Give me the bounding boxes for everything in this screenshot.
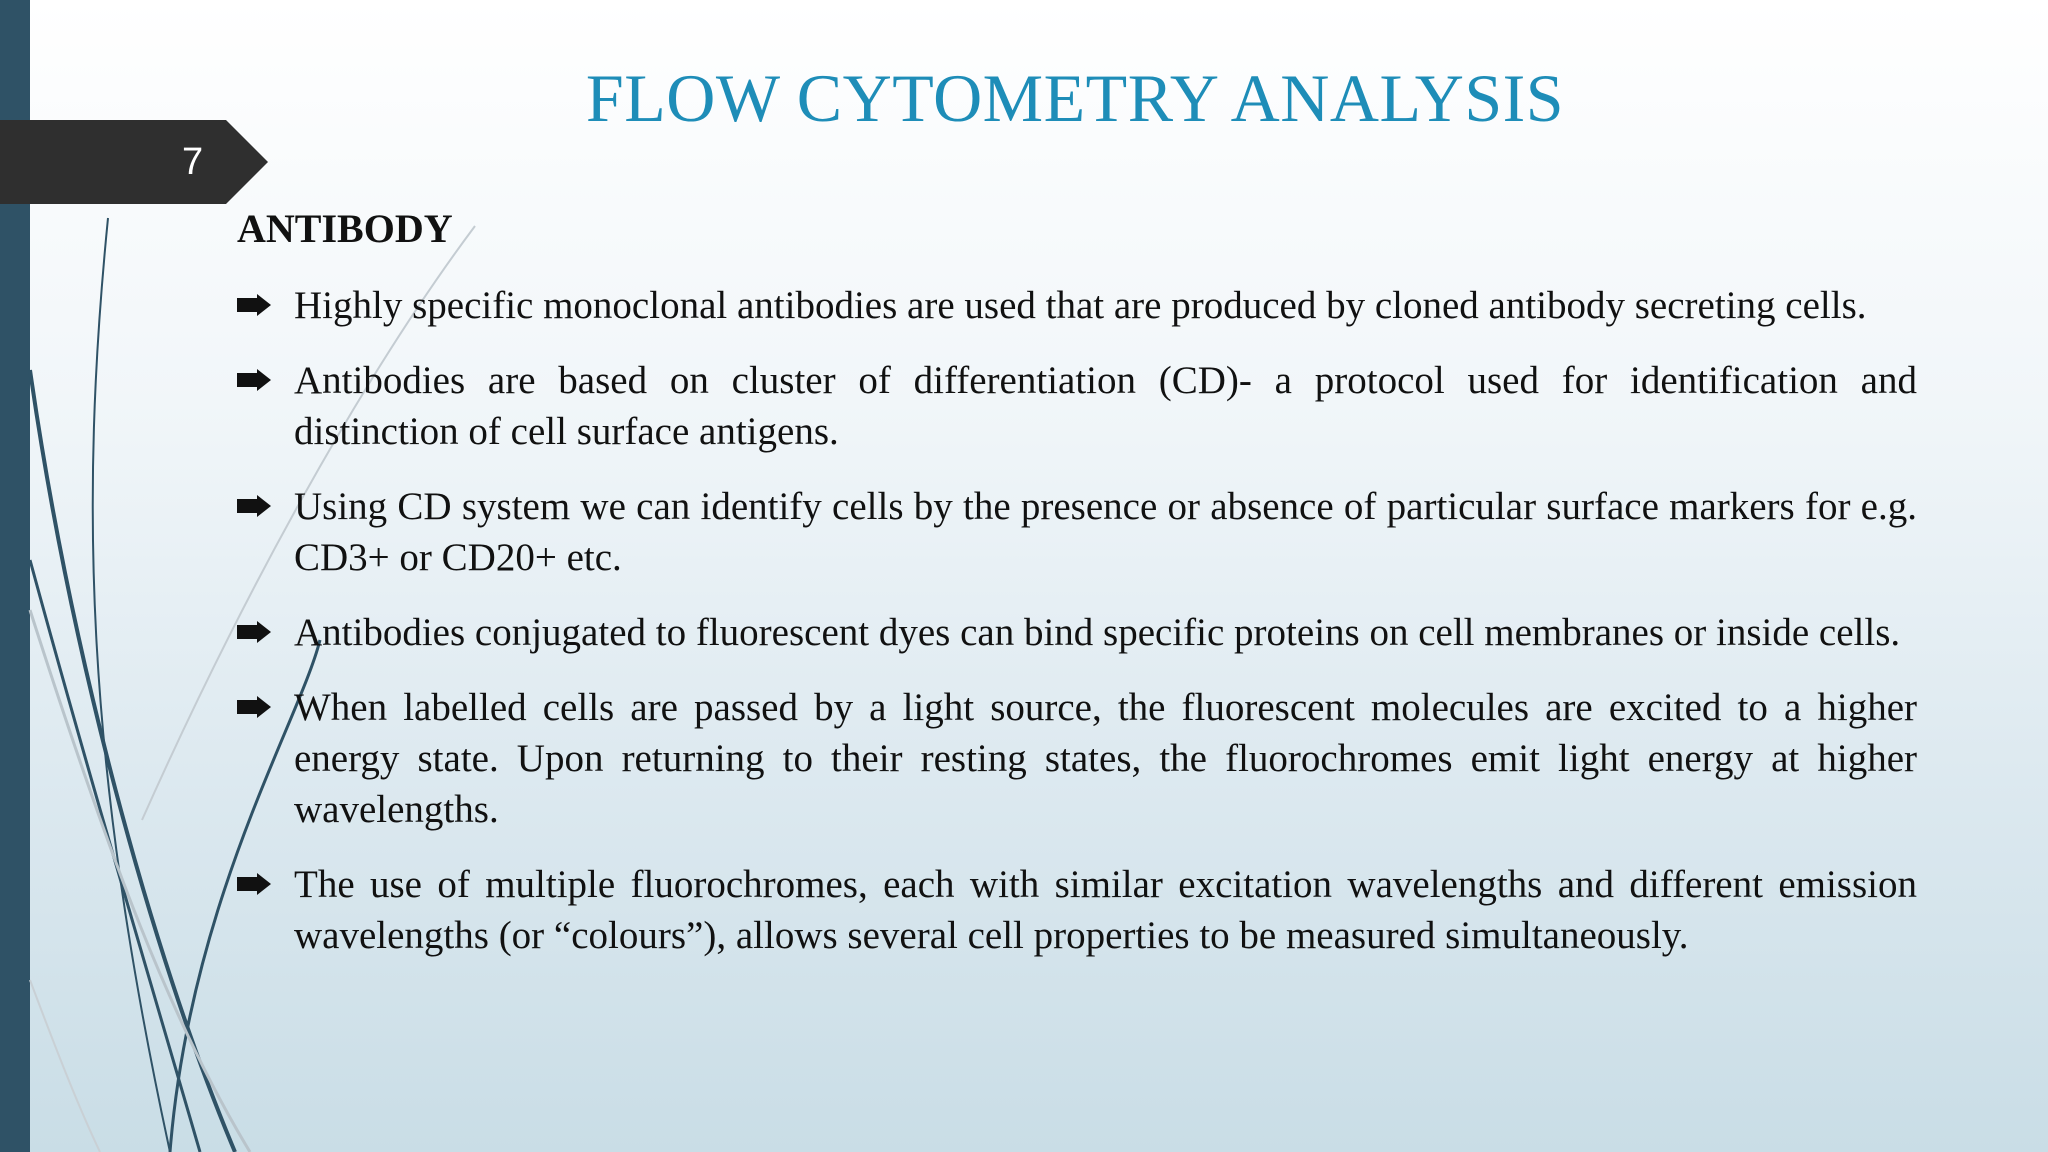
bullet-text: Antibodies are based on cluster of differentiation (CD)- a protocol used for identification and distinction of cell surface antigens. xyxy=(294,359,1917,453)
slide-content xyxy=(237,280,1917,985)
bullet-text: Highly specific monoclonal antibodies are used that are produced by cloned antibody secreting cells. xyxy=(294,284,1867,327)
bullet-list xyxy=(237,280,1917,961)
bullet-item xyxy=(237,682,1917,835)
bullet-item xyxy=(237,481,1917,583)
slide-number: 7 xyxy=(182,141,204,183)
decor-curve-3 xyxy=(93,218,170,1152)
bullet-item xyxy=(237,607,1917,658)
decor-curve-7 xyxy=(30,980,100,1152)
bullet-item xyxy=(237,355,1917,457)
arrow-right-icon xyxy=(237,369,271,391)
section-heading: ANTIBODY xyxy=(237,206,453,251)
bullet-item xyxy=(237,280,1917,331)
bullet-text: When labelled cells are passed by a light source, the fluorescent molecules are excited to a higher energy state. Upon returning to their resting states, the fluorochromes emit light energy at higher wavelengths. xyxy=(294,686,1917,831)
bullet-text: Antibodies conjugated to fluorescent dyes can bind specific proteins on cell membranes or inside cells. xyxy=(294,611,1901,654)
arrow-right-icon xyxy=(237,495,271,517)
bullet-text: Using CD system we can identify cells by the presence or absence of particular surface markers for e.g. CD3+ or CD20+ etc. xyxy=(294,485,1917,579)
arrow-right-icon xyxy=(237,294,271,316)
bullet-text: The use of multiple fluorochromes, each with similar excitation wavelengths and different emission wavelengths (or “colours”), allows several cell properties to be measured simultaneously. xyxy=(294,863,1917,957)
slide-number-tab xyxy=(0,120,268,204)
arrow-right-icon xyxy=(237,621,271,643)
arrow-right-icon xyxy=(237,696,271,718)
decor-curve-2 xyxy=(30,560,200,1152)
bullet-item xyxy=(237,859,1917,961)
slide-title: FLOW CYTOMETRY ANALYSIS xyxy=(585,60,1565,136)
arrow-right-icon xyxy=(237,873,271,895)
decor-curve-5 xyxy=(30,610,250,1152)
decor-curve-1 xyxy=(30,370,235,1152)
